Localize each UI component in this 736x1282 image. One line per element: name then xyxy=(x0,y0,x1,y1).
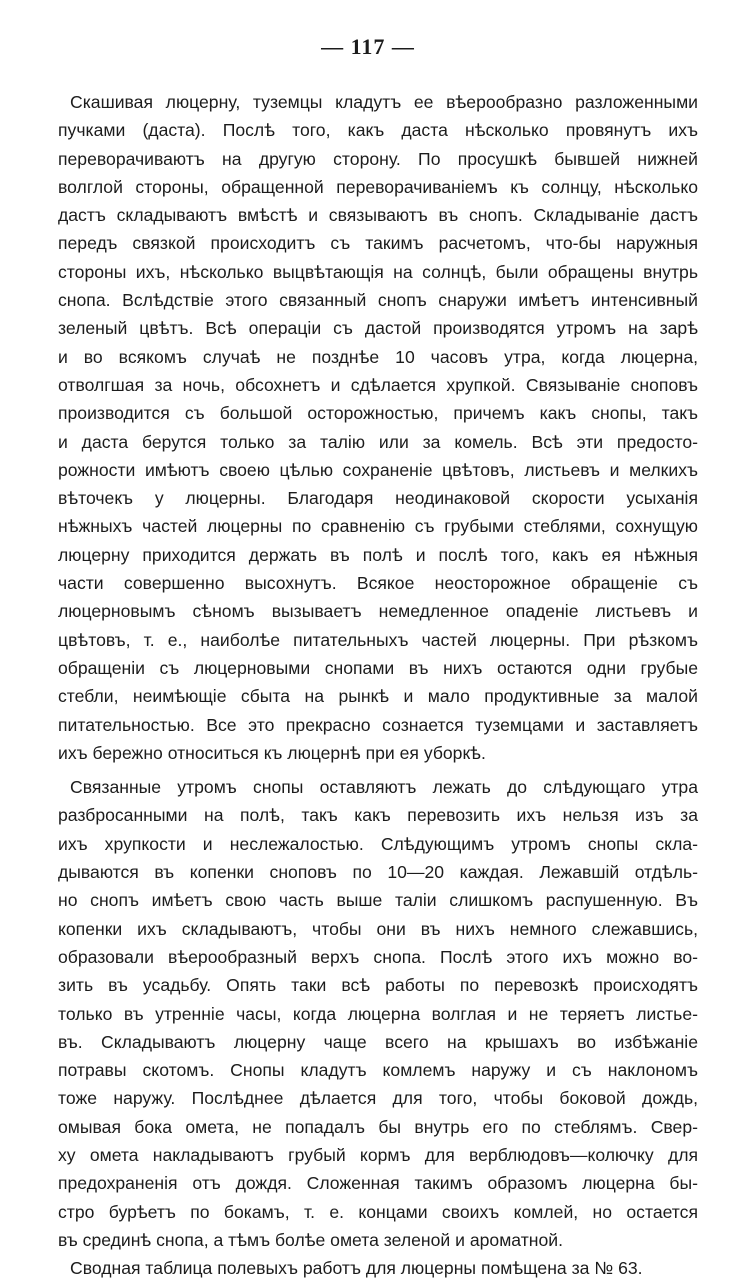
text-line: стороны ихъ, нѣсколько выцвѣтающія на солнцѣ, были обращены внутрь xyxy=(58,261,698,282)
text-line: дастъ складываютъ вмѣстѣ и связываютъ въ снопъ. Складываніе дастъ xyxy=(58,205,698,226)
text-line: въ. Складываютъ люцерну чаще всего на крышахъ во избѣжаніе xyxy=(58,1031,698,1052)
text-line: и во всякомъ случаѣ не позднѣе 10 часовъ утра, когда люцерна, xyxy=(58,346,698,367)
text-line: цвѣтовъ, т. е., наиболѣе питательныхъ частей люцерны. При рѣзкомъ xyxy=(58,629,698,650)
page-number: — 117 — xyxy=(321,34,415,59)
text-line: копенки ихъ складываютъ, чтобы они въ нихъ немного слежавшись, xyxy=(58,918,698,939)
text-line: нѣжныхъ частей люцерны по сравненію съ грубыми стеблями, сохнущую xyxy=(58,516,698,537)
text-line: питательностью. Все это прекрасно сознается туземцами и заставляетъ xyxy=(58,714,698,735)
text-line: ихъ хрупкости и неслежалостью. Слѣдующимъ утромъ снопы скла- xyxy=(58,833,698,854)
text-line: предохраненія отъ дождя. Сложенная такимъ образомъ люцерна бы- xyxy=(58,1173,698,1194)
text-line: части совершенно высохнутъ. Всякое неосторожное обращеніе съ xyxy=(58,573,698,594)
text-line: разбросанными на полѣ, такъ какъ перевозить ихъ нельзя изъ за xyxy=(58,805,698,826)
text-line: ху омета накладываютъ грубый кормъ для верблюдовъ—колючку для xyxy=(58,1144,698,1165)
paragraph-2 xyxy=(58,773,698,1254)
text-line: передъ связкой происходитъ съ такимъ расчетомъ, что-бы наружныя xyxy=(58,233,698,254)
text-line: волглой стороны, обращенной переворачиваніемъ къ солнцу, нѣсколько xyxy=(58,176,698,197)
text-line: омывая бока омета, не попадалъ бы внутрь его по стеблямъ. Свер- xyxy=(58,1116,698,1137)
text-line: производится съ большой осторожностью, причемъ какъ снопы, такъ xyxy=(58,403,698,424)
text-line: Скашивая люцерну, туземцы кладутъ ее вѣерообразно разложенными xyxy=(70,92,698,112)
text-line: стро бурѣетъ по бокамъ, т. е. концами своихъ комлей, но остается xyxy=(58,1201,698,1222)
text-line: Сводная таблица полевыхъ работъ для люцерны помѣщена за № 63. xyxy=(70,1258,643,1279)
text-line: тоже наружу. Послѣднее дѣлается для того, чтобы боковой дождь, xyxy=(58,1088,698,1109)
text-line: обращеніи съ люцерновыми снопами въ нихъ остаются одни грубые xyxy=(58,657,698,678)
text-line: люцерну приходится держать въ полѣ и послѣ того, какъ ея нѣжныя xyxy=(58,544,698,565)
text-line: переворачиваютъ на другую сторону. По просушкѣ бывшей нижней xyxy=(58,148,698,169)
text-line: рожности имѣютъ своею цѣлью сохраненіе цвѣтовъ, листьевъ и мелкихъ xyxy=(58,459,698,480)
text-line: Связанные утромъ снопы оставляютъ лежать до слѣдующаго утра xyxy=(70,777,698,798)
text-line: дываются въ копенки сноповъ по 10—20 каждая. Лежавшій отдѣль- xyxy=(58,862,698,883)
paragraph-3 xyxy=(58,1254,698,1282)
text-line: въ срединѣ снопа, а тѣмъ болѣе омета зеленой и ароматной. xyxy=(58,1229,563,1250)
text-line: образовали вѣерообразный верхъ снопа. Послѣ этого ихъ можно во- xyxy=(58,946,698,967)
text-line: пучками (даста). Послѣ того, какъ даста нѣсколько провянутъ ихъ xyxy=(58,120,698,141)
text-line: отволгшая за ночь, обсохнетъ и сдѣлается хрупкой. Связываніе сноповъ xyxy=(58,374,698,395)
text-line: стебли, неимѣющіе сбыта на рынкѣ и мало продуктивные за малой xyxy=(58,686,698,707)
body-text xyxy=(58,88,698,1282)
text-line: потравы скотомъ. Снопы кладутъ комлемъ наружу и съ наклономъ xyxy=(58,1060,698,1081)
text-line: вѣточекъ у люцерны. Благодаря неодинаковой скорости усыханія xyxy=(58,488,698,509)
text-line: но снопъ имѣетъ свою часть выше таліи слишкомъ распушенную. Въ xyxy=(58,890,698,911)
text-line: люцерновымъ сѣномъ вызываетъ немедленное опаденіе листьевъ и xyxy=(58,601,698,622)
text-line: и даста берутся только за талію или за комель. Всѣ эти предосто- xyxy=(58,431,698,452)
text-line: зеленый цвѣтъ. Всѣ операціи съ дастой производятся утромъ на зарѣ xyxy=(58,318,698,339)
text-line: зить въ усадьбу. Опять таки всѣ работы по перевозкѣ происходятъ xyxy=(58,975,698,996)
text-line: только въ утренніе часы, когда люцерна волглая и не теряетъ листье- xyxy=(58,1003,698,1024)
text-line: снопа. Вслѣдствіе этого связанный снопъ снаружи имѣетъ интенсивный xyxy=(58,290,698,311)
text-line: ихъ бережно относиться къ люцернѣ при ея уборкѣ. xyxy=(58,742,486,763)
paragraph-1 xyxy=(58,88,698,767)
